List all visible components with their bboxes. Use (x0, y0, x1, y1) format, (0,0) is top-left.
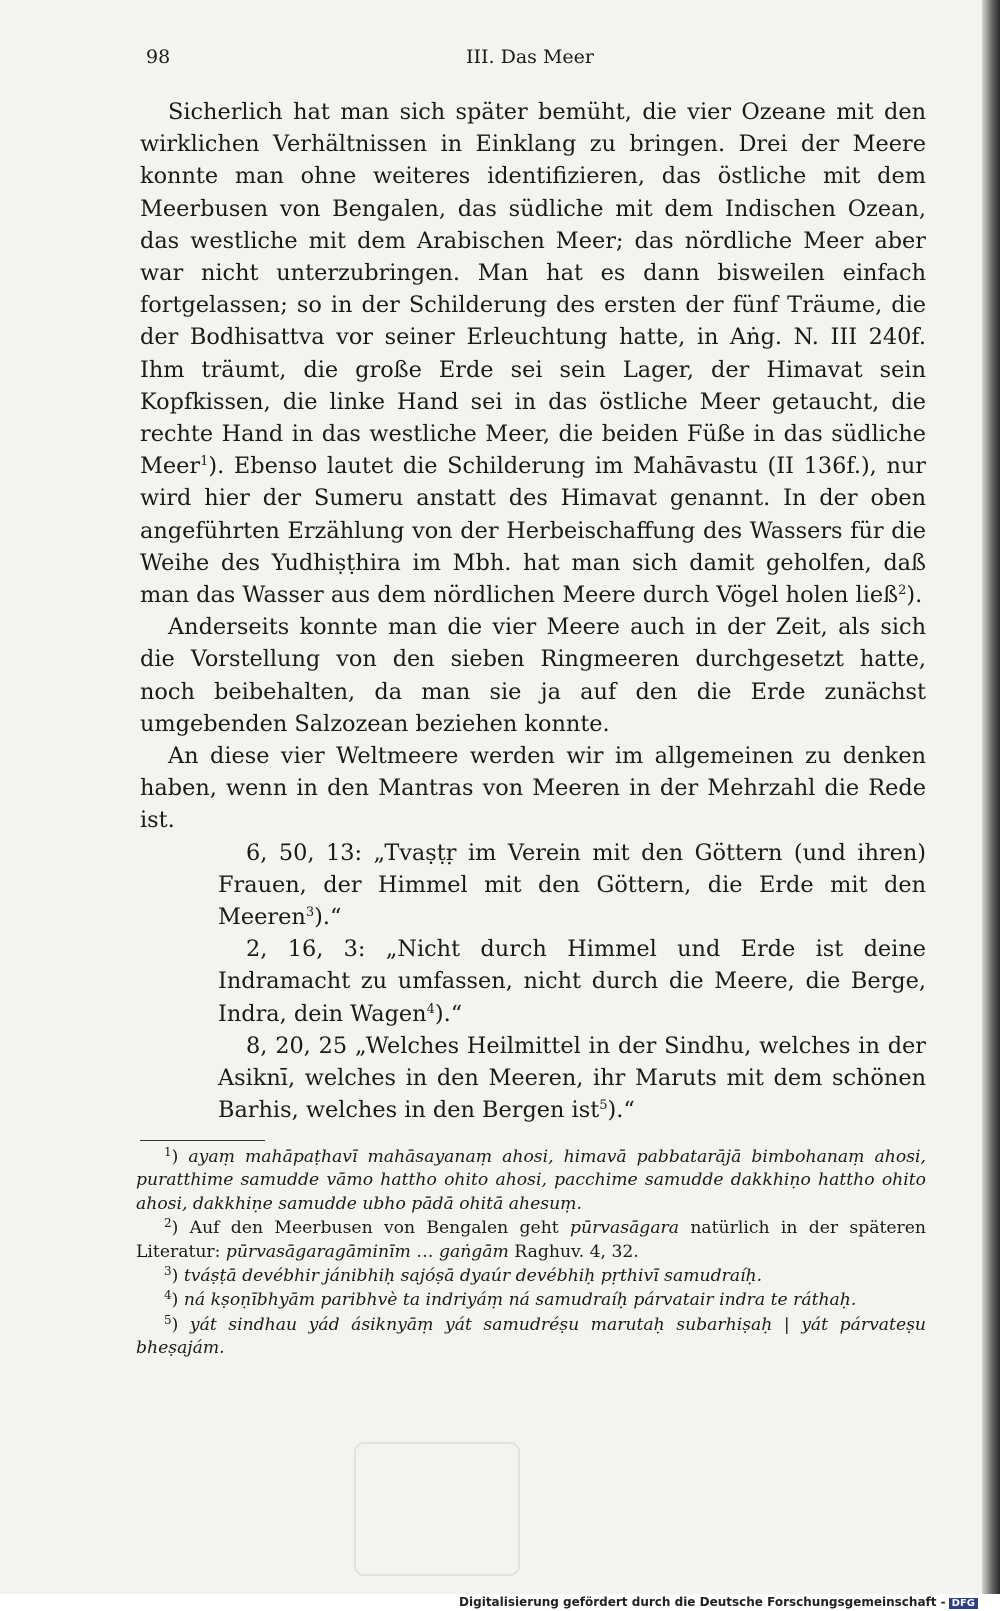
paragraph (140, 611, 926, 740)
footnote-ref[interactable]: 2 (898, 583, 907, 599)
text-run: An diese vier Weltmeere werden wir im allgemeinen zu denken haben, wenn in den Mantras von Meeren in der Mehrzahl die Rede ist. (140, 743, 926, 834)
footnote-ref[interactable]: 3 (305, 905, 315, 921)
footnote (136, 1217, 926, 1264)
text-run: 2, 16, 3: „Nicht durch Himmel und Erde ist deine Indramacht zu umfassen, nicht durch die Meere, die Berge, Indra, dein Wagen (218, 936, 926, 1027)
text-run: ). (906, 582, 923, 609)
italic-run: gaṅgām (438, 1241, 509, 1262)
italic-run: pūrvasāgara (570, 1218, 680, 1239)
quote-paragraph (218, 933, 926, 1030)
italic-run: yát sindhau yád ásiknyāṃ yát samudréṣu marutaḥ subarhiṣaḥ | yát párvateṣu bheṣajám. (136, 1314, 926, 1359)
page-number: 98 (146, 46, 171, 68)
footnote (136, 1146, 926, 1216)
italic-run: pūrvasāgaragāminīm (225, 1241, 411, 1262)
main-text (140, 96, 926, 1127)
running-title: III. Das Meer (466, 46, 594, 68)
dfg-logo: DFG (949, 1598, 978, 1609)
paragraph (140, 740, 926, 837)
footnote-mark-paren: ) (171, 1218, 190, 1239)
paragraph (140, 96, 926, 611)
digitization-note (459, 1595, 978, 1609)
text-run: ).“ (314, 904, 342, 931)
footnote-mark-paren: ) (171, 1314, 190, 1335)
text-run: ).“ (434, 1000, 463, 1027)
quote-paragraph (218, 837, 926, 934)
footnote-mark: 5 (164, 1312, 172, 1327)
page-header (146, 46, 926, 74)
footnote-ref[interactable]: 1 (200, 454, 209, 470)
text-run: Raghuv. 4, 32. (508, 1241, 639, 1262)
footnotes (136, 1146, 926, 1362)
digitization-text: Digitalisierung gefördert durch die Deutsche Forschungsgemeinschaft - (459, 1595, 946, 1609)
footnote-divider (140, 1140, 265, 1141)
text-run: … (410, 1241, 439, 1262)
library-stamp (354, 1442, 520, 1576)
footnote-mark-paren: ) (171, 1290, 184, 1311)
text-run: 8, 20, 25 „Welches Heilmittel in der Sindhu, welches in der Asiknī, welches in den Meeren, ihr Maruts mit dem schönen Barhis, welches in den Bergen ist (218, 1032, 926, 1124)
text-run: Auf den Meerbusen von Bengalen geht (189, 1218, 570, 1239)
quote-paragraph (218, 1030, 926, 1127)
text-run: Anderseits konnte man die vier Meere auch in der Zeit, als sich die Vorstellung von den sieben Ringmeeren durchgesetzt hatte, noch beibehalten, da man sie ja auf den die Erde zunächst umgebenden Salzozean beziehen konnte. (140, 614, 926, 737)
footnote-mark-paren: ) (171, 1147, 189, 1167)
footnote-ref[interactable]: 4 (426, 1001, 435, 1017)
text-run: natürlich in der späteren Literatur: (136, 1218, 927, 1262)
footnote-mark: 4 (164, 1288, 172, 1303)
italic-run: ayaṃ mahāpaṭhavī mahāsayanaṃ ahosi, himavā pabbatarājā bimbohanaṃ ahosi, puratthime samudde vāmo hattho ohito ahosi, pacchime samudde dakkhiṇo hattho ohito ahosi, dakkhiṇe samudde ubho pādā ohitā ahesuṃ. (136, 1147, 927, 1214)
italic-run: ná kṣoṇībhyām paribhvè ta indriyáṃ ná samudraíḥ párvatair indra te ráthaḥ. (183, 1290, 857, 1311)
footnote-mark: 1 (164, 1145, 172, 1159)
footnote-mark: 3 (164, 1264, 172, 1279)
text-run: Sicherlich hat man sich später bemüht, die vier Ozeane mit den wirklichen Verhältnissen in Einklang zu bringen. Drei der Meere konnte man ohne weiteres identifizieren, das östliche mit dem Meerbusen von Bengalen, das südliche mit dem Indischen Ozean, das westliche mit dem Arabischen Meer; das nördliche Meer aber war nicht unterzubringen. Man hat es dann bisweilen einfach fortgelassen; so in der Schilderung des ersten der fünf Träume, die der Bodhisattva vor seiner Erleuchtung hatte, in Aṅg. N. III 240f. Ihm träumt, die große Erde sei sein Lager, der Himavat sein Kopfkissen, die linke Hand sei in das östliche Meer getaucht, die rechte Hand in das westliche Meer, die beiden Füße in das südliche Meer (140, 99, 926, 480)
footnote-mark-paren: ) (171, 1266, 184, 1287)
text-run: ).“ (607, 1097, 635, 1124)
footnote (136, 1265, 926, 1288)
footnote (136, 1289, 926, 1312)
footnote-ref[interactable]: 5 (599, 1098, 608, 1114)
italic-run: tváṣṭā devébhir jánibhiḥ sajóṣā dyaúr devébhiḥ pṛthivī samudraíḥ. (183, 1266, 763, 1287)
text-run: 6, 50, 13: „Tvaṣṭṛ im Verein mit den Göttern (und ihren) Frauen, der Himmel mit den Göttern, die Erde mit den Meeren (218, 839, 926, 931)
footnote-mark: 2 (164, 1216, 172, 1231)
text-run: ). Ebenso lautet die Schilderung im Mahāvastu (II 136f.), nur wird hier der Sumeru anstatt des Himavat genannt. In der oben angeführten Erzählung von der Herbeischaffung des Wassers für die Weihe des Yudhiṣṭhira im Mbh. hat man sich damit geholfen, daß man das Wasser aus dem nördlichen Meere durch Vögel holen ließ (140, 453, 926, 609)
page-edge-shadow (982, 0, 1000, 1594)
footnote (136, 1314, 926, 1361)
